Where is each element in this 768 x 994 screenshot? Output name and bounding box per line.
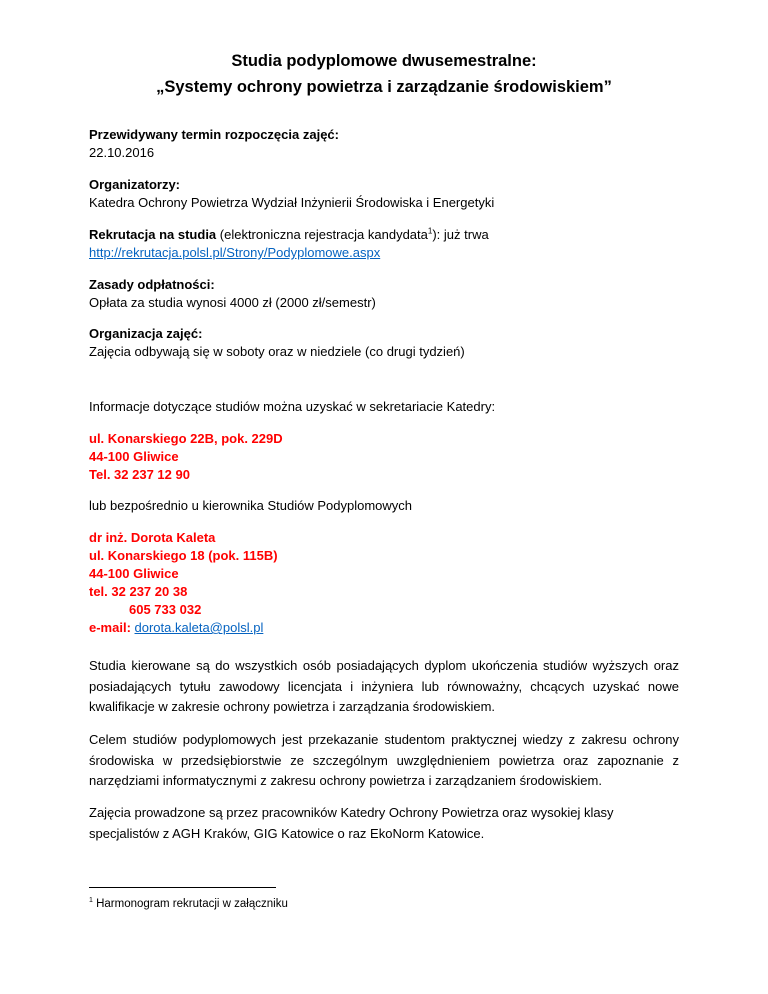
document-title-line-1: Studia podyplomowe dwusemestralne: [231,52,537,70]
footnote-number: 1 [89,897,93,905]
document-title-line-2: „Systemy ochrony powietrza i zarządzanie środowiskiem” [156,78,612,96]
footnote-separator [89,887,276,888]
email-label: e-mail: [89,620,135,635]
recruitment-status: ): już trwa [432,227,489,242]
organization-value: Zajęcia odbywają się w soboty oraz w niedziele (co drugi tydzień) [89,344,465,359]
email-link[interactable]: dorota.kaleta@polsl.pl [134,620,264,635]
footnote-reference[interactable]: 1 [427,226,433,236]
paragraph-staff-line-1: Zajęcia prowadzone są przez pracowników Katedry Ochrony Powietrza oraz wysokiej klasy [89,805,614,820]
manager-email-line [89,619,263,637]
organization-label: Organizacja zajęć: [89,326,203,341]
recruitment-link[interactable]: http://rekrutacja.polsl.pl/Strony/Podyplomowe.aspx [89,245,381,260]
footnote [89,898,288,910]
paragraph-staff-line-2: specjalistów z AGH Kraków, GIG Katowice o raz EkoNorm Katowice. [89,826,485,841]
fees-value: Opłata za studia wynosi 4000 zł (2000 zł/semestr) [89,295,376,310]
manager-name: dr inż. Dorota Kaleta [89,530,216,545]
start-date-value: 22.10.2016 [89,145,155,160]
paragraph-audience: Studia kierowane są do wszystkich osób posiadających dyplom ukończenia studiów wyższych oraz posiadających tytułu zawodowy licencjata i inżyniera lub równoważny, chcących uzyskać nowe kwalifikacje w zakresie ochrony powietrza i zarządzania środowiskiem. [89,658,679,714]
organizers-label: Organizatorzy: [89,177,181,192]
recruitment-note: (elektroniczna rejestracja kandydata [216,227,428,242]
footnote-text: Harmonogram rekrutacji w załączniku [92,898,288,910]
paragraph-goal: Celem studiów podyplomowych jest przekazanie studentom praktycznej wiedzy z zakresu ochrony środowiska w przedsiębiorstwie ze szczególnym uwzględnieniem powietrza oraz zapoznanie z narzędziami informatycznymi z zakresu ochrony powietrza i zarządzaniem środowiskiem. [89,732,679,788]
fees-label: Zasady odpłatności: [89,277,215,292]
organizers-value: Katedra Ochrony Powietrza Wydział Inżynierii Środowiska i Energetyki [89,195,495,210]
manager-city: 44-100 Gliwice [89,566,179,581]
secretariat-city: 44-100 Gliwice [89,449,179,464]
info-intro: Informacje dotyczące studiów można uzyskać w sekretariacie Katedry: [89,399,496,414]
recruitment-label: Rekrutacja na studia [89,227,217,242]
secretariat-address: ul. Konarskiego 22B, pok. 229D [89,431,283,446]
recruitment-url-line [89,244,380,262]
or-directly-text: lub bezpośrednio u kierownika Studiów Podyplomowych [89,498,413,513]
manager-address: ul. Konarskiego 18 (pok. 115B) [89,548,278,563]
start-date-label: Przewidywany termin rozpoczęcia zajęć: [89,127,339,142]
recruitment-line [89,226,489,244]
manager-phone-2: 605 733 032 [129,602,202,617]
secretariat-phone: Tel. 32 237 12 90 [89,467,190,482]
manager-phone-1: tel. 32 237 20 38 [89,584,188,599]
